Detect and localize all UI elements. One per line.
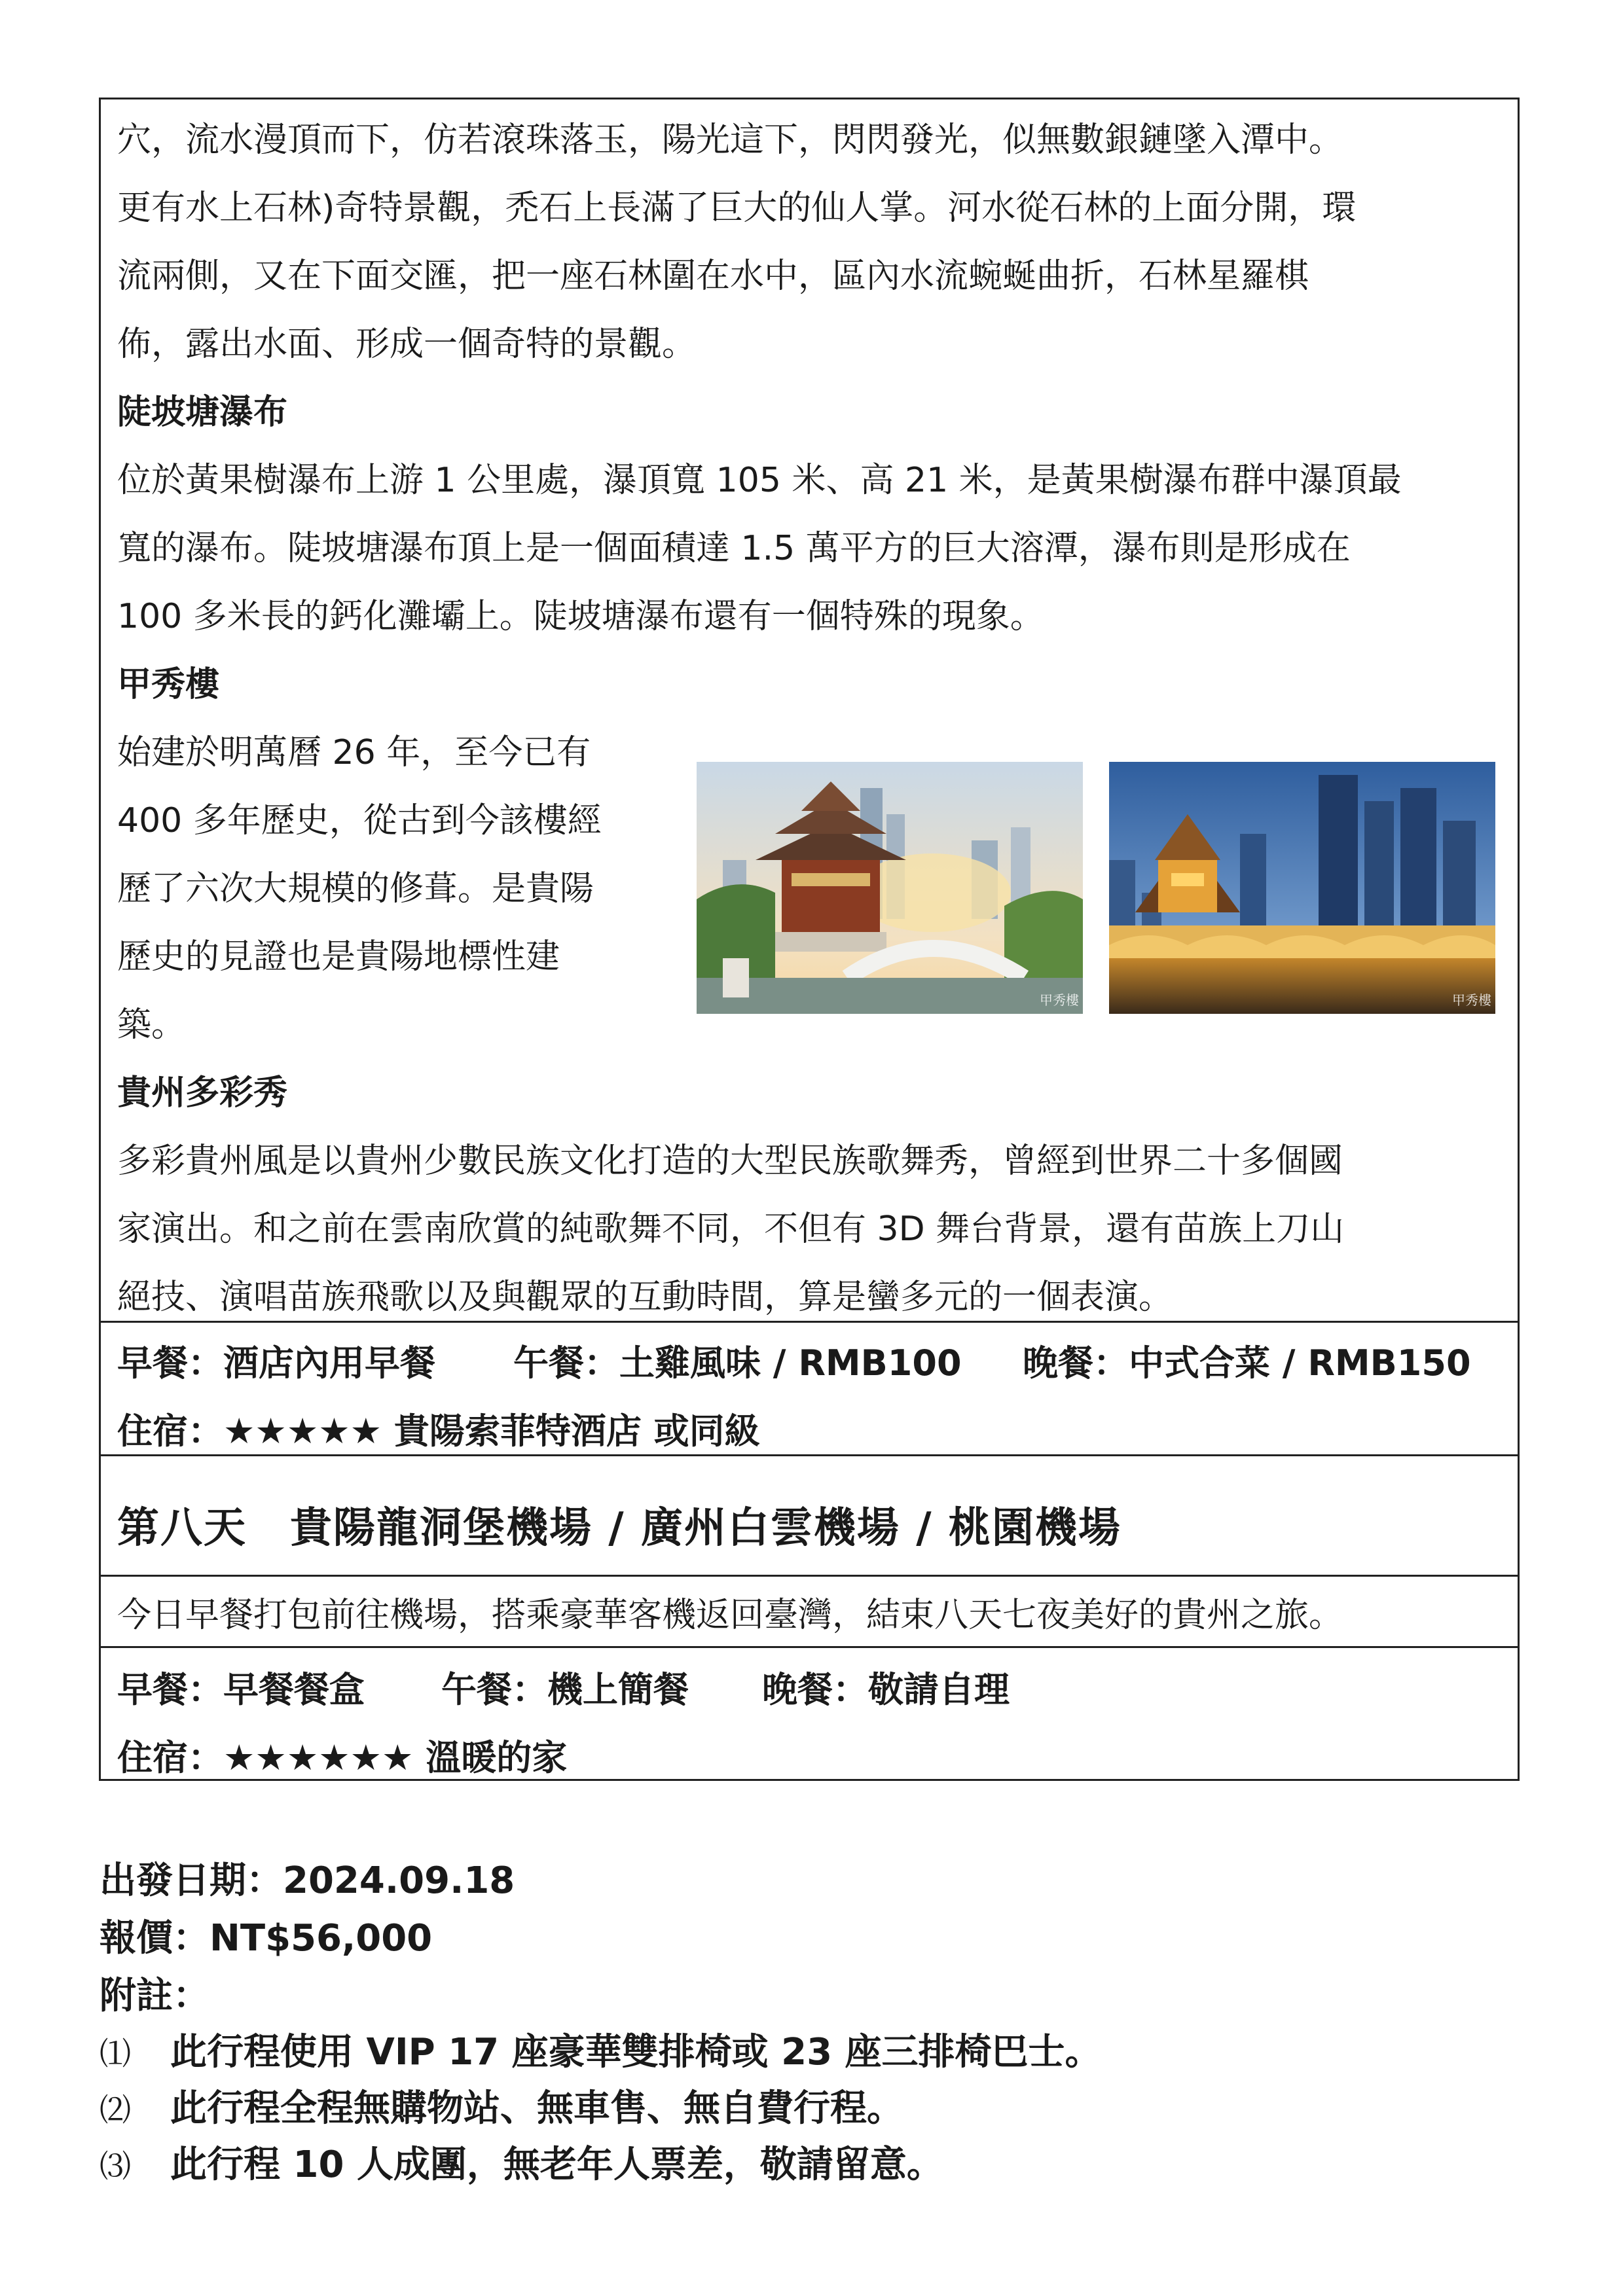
intro-line-2: 更有水上石林)奇特景觀，禿石上長滿了巨大的仙人掌。河水從石林的上面分開，環 [117,188,1357,228]
jiaxiu-line-4: 歷史的見證也是貴陽地標性建 [117,937,560,977]
note-text-2: 此行程全程無購物站、無車售、無自費行程。 [170,2087,903,2130]
section-title-show: 貴州多彩秀 [117,1073,288,1113]
note-text-3: 此行程 10 人成團，無老年人票差，敬請留意。 [170,2144,943,2186]
section-title-doupo: 陡坡塘瀑布 [117,393,288,432]
note-number-3: ⑶ [100,2148,132,2185]
note-item-3 [100,2142,943,2190]
divider-meals-day7 [101,1321,1518,1323]
day8-title: 第八天 貴陽龍洞堡機場 / 廣州白雲機場 / 桃園機場 [117,1504,1122,1552]
note-number-2: ⑵ [100,2092,132,2128]
photo-caption-night: 甲秀樓 [1452,992,1491,1008]
doupo-line-1: 位於黃果樹瀑布上游 1 公里處，瀑頂寬 105 米、高 21 米，是黃果樹瀑布群中瀑頂最 [117,461,1402,500]
show-line-3: 絕技、演唱苗族飛歌以及與觀眾的互動時間，算是蠻多元的一個表演。 [117,1278,1173,1317]
section-title-jiaxiu: 甲秀樓 [117,665,220,704]
divider-day8-title [101,1454,1518,1456]
day8-description: 今日早餐打包前往機場，搭乘豪華客機返回臺灣，結束八天七夜美好的貴州之旅。 [117,1596,1343,1635]
jiaxiu-photo-night [1109,762,1495,1014]
note-text-1: 此行程使用 VIP 17 座豪華雙排椅或 23 座三排椅巴士。 [170,2031,1102,2073]
intro-line-4: 佈，露出水面、形成一個奇特的景觀。 [117,325,697,364]
itinerary-table [99,98,1520,1781]
day8-breakfast: 早餐：早餐餐盒 [117,1669,365,1710]
note-item-1 [100,2029,1102,2077]
day7-breakfast: 早餐：酒店內用早餐 [117,1342,435,1384]
day8-dinner: 晚餐：敬請自理 [762,1669,1010,1710]
day8-lunch: 午餐：機上簡餐 [441,1669,689,1710]
jiaxiu-line-5: 築。 [117,1005,186,1045]
jiaxiu-line-3: 歷了六次大規模的修葺。是貴陽 [117,869,594,908]
day8-lodging: 住宿：★★★★★★ 溫暖的家 [117,1737,568,1778]
note-item-2 [100,2085,903,2134]
show-line-1: 多彩貴州風是以貴州少數民族文化打造的大型民族歌舞秀，曾經到世界二十多個國 [117,1141,1343,1181]
jiaxiu-line-1: 始建於明萬曆 26 年，至今已有 [117,733,591,772]
show-line-2: 家演出。和之前在雲南欣賞的純歌舞不同，不但有 3D 舞台背景，還有苗族上刀山 [117,1210,1345,1249]
price: 報價：NT$56,000 [100,1917,433,1960]
note-number-1: ⑴ [100,2036,132,2072]
departure-date: 出發日期：2024.09.18 [100,1859,515,1902]
divider-day8-desc [101,1575,1518,1577]
divider-day8-meals [101,1646,1518,1648]
doupo-line-3: 100 多米長的鈣化灘壩上。陡坡塘瀑布還有一個特殊的現象。 [117,597,1044,636]
jiaxiu-photo-day [697,762,1083,1014]
day7-lodging: 住宿：★★★★★ 貴陽索菲特酒店 或同級 [117,1410,760,1452]
day7-dinner: 晚餐：中式合菜 / RMB150 [1023,1342,1471,1384]
jiaxiu-line-2: 400 多年歷史，從古到今該樓經 [117,801,602,840]
doupo-line-2: 寬的瀑布。陡坡塘瀑布頂上是一個面積達 1.5 萬平方的巨大溶潭，瀑布則是形成在 [117,529,1351,568]
intro-line-1: 穴，流水漫頂而下，仿若滾珠落玉，陽光這下，閃閃發光，似無數銀鏈墜入潭中。 [117,120,1343,160]
photo-caption-day: 甲秀樓 [1040,992,1079,1008]
notes-label: 附註： [100,1975,210,2017]
day7-lunch: 午餐：土雞風味 / RMB100 [513,1342,962,1384]
intro-line-3: 流兩側，又在下面交匯，把一座石林圍在水中，區內水流蜿蜒曲折，石林星羅棋 [117,257,1309,296]
